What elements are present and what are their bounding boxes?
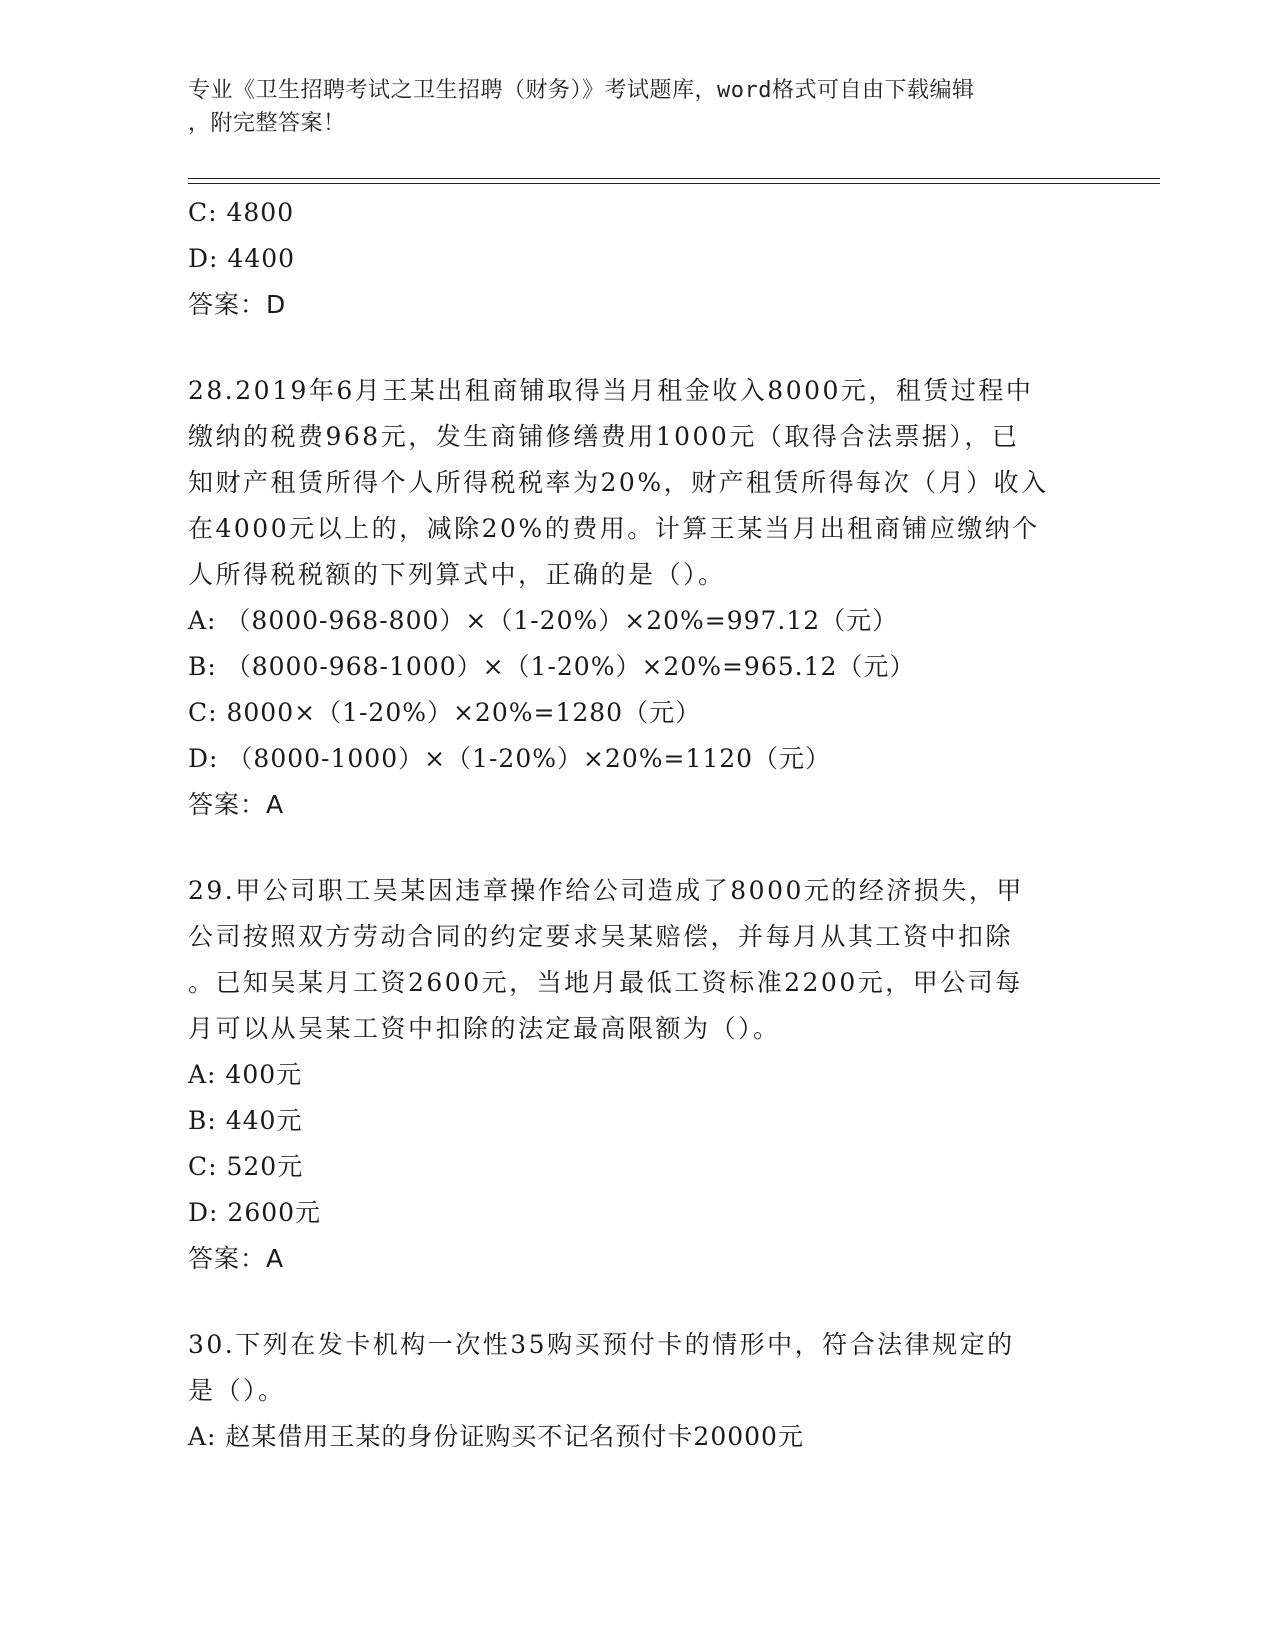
question-stem-line: 知财产租赁所得个人所得税税率为20%，财产租赁所得每次（月）收入 [188, 468, 1049, 497]
question-stem-line: 人所得税税额的下列算式中，正确的是（）。 [188, 560, 726, 589]
option-b: B: （8000-968-1000）×（1-20%）×20%=965.12（元） [188, 652, 916, 681]
option-b: B: 440元 [188, 1106, 303, 1135]
option-c: C: 8000×（1-20%）×20%=1280（元） [188, 698, 702, 727]
option-d: D: 4400 [188, 244, 296, 273]
document-body [188, 190, 1088, 1460]
answer: 答案：A [188, 1244, 285, 1273]
option-a: A: 400元 [188, 1060, 303, 1089]
header-rule-bottom [188, 183, 1160, 184]
option-d: D: （8000-1000）×（1-20%）×20%=1120（元） [188, 744, 832, 773]
question-stem-line: 月可以从吴某工资中扣除的法定最高限额为（）。 [188, 1014, 781, 1043]
answer: 答案：D [188, 290, 287, 319]
question-stem-line: 是（）。 [188, 1376, 286, 1405]
question-stem-line: 在4000元以上的，减除20%的费用。计算王某当月出租商铺应缴纳个 [188, 514, 1040, 543]
option-c: C: 4800 [188, 198, 295, 227]
question-30 [188, 1322, 1088, 1460]
question-27-tail [188, 190, 1088, 328]
question-stem-line: 。已知吴某月工资2600元，当地月最低工资标准2200元，甲公司每 [188, 968, 1023, 997]
option-d: D: 2600元 [188, 1198, 322, 1227]
answer: 答案：A [188, 790, 285, 819]
option-a: A: 赵某借用王某的身份证购买不记名预付卡20000元 [188, 1422, 804, 1451]
question-stem-line: 公司按照双方劳动合同的约定要求吴某赔偿，并每月从其工资中扣除 [188, 922, 1014, 951]
option-a: A: （8000-968-800）×（1-20%）×20%=997.12（元） [188, 606, 899, 635]
header-rule-top [188, 178, 1160, 179]
question-stem-line: 28.2019年6月王某出租商铺取得当月租金收入8000元，租赁过程中 [188, 376, 1034, 405]
question-stem-line: 缴纳的税费968元，发生商铺修缮费用1000元（取得合法票据），已 [188, 422, 1020, 451]
question-stem-line: 30.下列在发卡机构一次性35购买预付卡的情形中，符合法律规定的 [188, 1330, 1015, 1359]
question-28 [188, 368, 1088, 828]
question-29 [188, 868, 1088, 1282]
question-stem-line: 29.甲公司职工吴某因违章操作给公司造成了8000元的经济损失，甲 [188, 876, 1024, 905]
header-line-2: ，附完整答案！ [188, 111, 346, 136]
document-header [188, 74, 1088, 140]
option-c: C: 520元 [188, 1152, 304, 1181]
header-line-1: 专业《卫生招聘考试之卫生招聘（财务）》考试题库，word格式可自由下载编辑 [188, 78, 975, 103]
